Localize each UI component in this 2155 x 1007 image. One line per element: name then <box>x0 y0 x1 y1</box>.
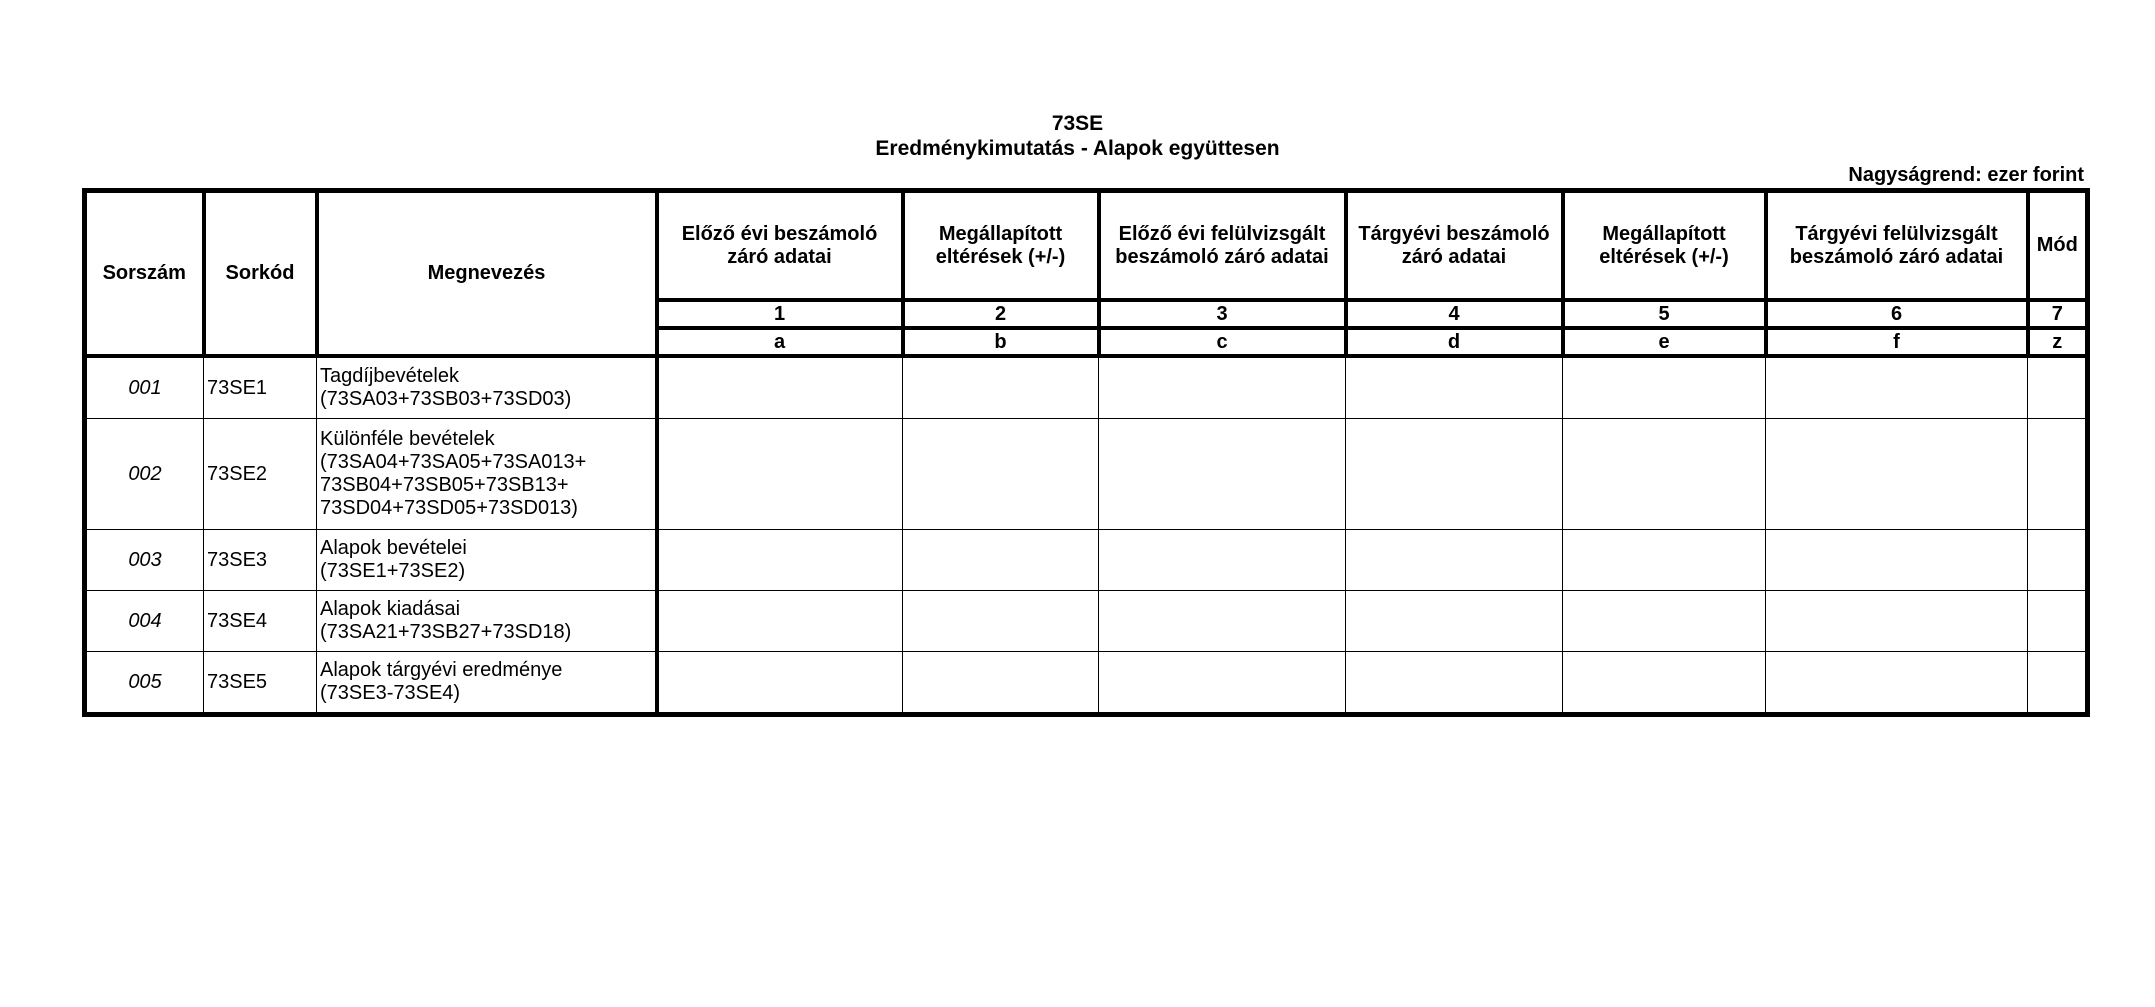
cell-col-2[interactable] <box>903 356 1099 419</box>
cell-col-3[interactable] <box>1099 530 1346 591</box>
header-letter-f: f <box>1766 328 2028 356</box>
row-sorszam: 002 <box>85 419 204 530</box>
row-sorkod: 73SE2 <box>204 419 317 530</box>
cell-col-4[interactable] <box>1346 530 1563 591</box>
header-num-3: 3 <box>1099 300 1346 328</box>
header-col-4: Tárgyévi beszámoló záró adatai <box>1346 191 1563 301</box>
cell-col-5[interactable] <box>1563 652 1766 715</box>
cell-col-1[interactable] <box>657 530 903 591</box>
header-col-6: Tárgyévi felülvizsgált beszámoló záró adatai <box>1766 191 2028 301</box>
header-letter-d: d <box>1346 328 1563 356</box>
cell-col-1[interactable] <box>657 591 903 652</box>
cell-col-1[interactable] <box>657 652 903 715</box>
header-sorszam: Sorszám <box>85 191 204 357</box>
document-title: Eredménykimutatás - Alapok együttesen <box>875 137 1280 160</box>
row-sorkod: 73SE4 <box>204 591 317 652</box>
header-letter-b: b <box>903 328 1099 356</box>
row-sorszam: 004 <box>85 591 204 652</box>
header-col-1: Előző évi beszámoló záró adatai <box>657 191 903 301</box>
row-megnevezes: Alapok kiadásai (73SA21+73SB27+73SD18) <box>317 591 657 652</box>
cell-col-2[interactable] <box>903 530 1099 591</box>
cell-col-7[interactable] <box>2028 652 2088 715</box>
header-num-7: 7 <box>2028 300 2088 328</box>
header-col-7: Mód <box>2028 191 2088 301</box>
row-megnevezes: Tagdíjbevételek (73SA03+73SB03+73SD03) <box>317 356 657 419</box>
header-letter-a: a <box>657 328 903 356</box>
cell-col-1[interactable] <box>657 419 903 530</box>
header-letter-e: e <box>1563 328 1766 356</box>
table-row <box>85 652 2088 715</box>
cell-col-4[interactable] <box>1346 652 1563 715</box>
cell-col-6[interactable] <box>1766 591 2028 652</box>
header-col-3: Előző évi felülvizsgált beszámoló záró adatai <box>1099 191 1346 301</box>
table-row <box>85 591 2088 652</box>
cell-col-7[interactable] <box>2028 530 2088 591</box>
header-num-2: 2 <box>903 300 1099 328</box>
document-title-block <box>0 111 2155 161</box>
document-code: 73SE <box>1051 112 1104 135</box>
cell-col-4[interactable] <box>1346 419 1563 530</box>
cell-col-3[interactable] <box>1099 356 1346 419</box>
table-row <box>85 530 2088 591</box>
cell-col-1[interactable] <box>657 356 903 419</box>
header-megnevezes: Megnevezés <box>317 191 657 357</box>
header-letter-c: c <box>1099 328 1346 356</box>
cell-col-5[interactable] <box>1563 530 1766 591</box>
row-sorszam: 005 <box>85 652 204 715</box>
cell-col-3[interactable] <box>1099 591 1346 652</box>
row-sorkod: 73SE3 <box>204 530 317 591</box>
row-megnevezes: Alapok bevételei (73SE1+73SE2) <box>317 530 657 591</box>
table-row <box>85 356 2088 419</box>
cell-col-4[interactable] <box>1346 591 1563 652</box>
row-sorszam: 003 <box>85 530 204 591</box>
header-num-4: 4 <box>1346 300 1563 328</box>
cell-col-3[interactable] <box>1099 652 1346 715</box>
row-sorkod: 73SE1 <box>204 356 317 419</box>
header-num-5: 5 <box>1563 300 1766 328</box>
row-sorszam: 001 <box>85 356 204 419</box>
table-row <box>85 419 2088 530</box>
cell-col-4[interactable] <box>1346 356 1563 419</box>
unit-note: Nagyságrend: ezer forint <box>1848 164 2084 186</box>
cell-col-3[interactable] <box>1099 419 1346 530</box>
header-letter-z: z <box>2028 328 2088 356</box>
cell-col-5[interactable] <box>1563 591 1766 652</box>
cell-col-6[interactable] <box>1766 356 2028 419</box>
header-sorkod: Sorkód <box>204 191 317 357</box>
header-num-1: 1 <box>657 300 903 328</box>
cell-col-6[interactable] <box>1766 530 2028 591</box>
header-num-6: 6 <box>1766 300 2028 328</box>
cell-col-6[interactable] <box>1766 419 2028 530</box>
cell-col-7[interactable] <box>2028 591 2088 652</box>
cell-col-7[interactable] <box>2028 419 2088 530</box>
cell-col-7[interactable] <box>2028 356 2088 419</box>
cell-col-6[interactable] <box>1766 652 2028 715</box>
report-table <box>82 188 2090 717</box>
cell-col-5[interactable] <box>1563 356 1766 419</box>
header-col-5: Megállapított eltérések (+/-) <box>1563 191 1766 301</box>
cell-col-2[interactable] <box>903 419 1099 530</box>
row-megnevezes: Különféle bevételek (73SA04+73SA05+73SA013+ 73SB04+73SB05+73SB13+ 73SD04+73SD05+73SD013) <box>317 419 657 530</box>
cell-col-2[interactable] <box>903 591 1099 652</box>
row-megnevezes: Alapok tárgyévi eredménye (73SE3-73SE4) <box>317 652 657 715</box>
row-sorkod: 73SE5 <box>204 652 317 715</box>
header-col-2: Megállapított eltérések (+/-) <box>903 191 1099 301</box>
cell-col-2[interactable] <box>903 652 1099 715</box>
cell-col-5[interactable] <box>1563 419 1766 530</box>
